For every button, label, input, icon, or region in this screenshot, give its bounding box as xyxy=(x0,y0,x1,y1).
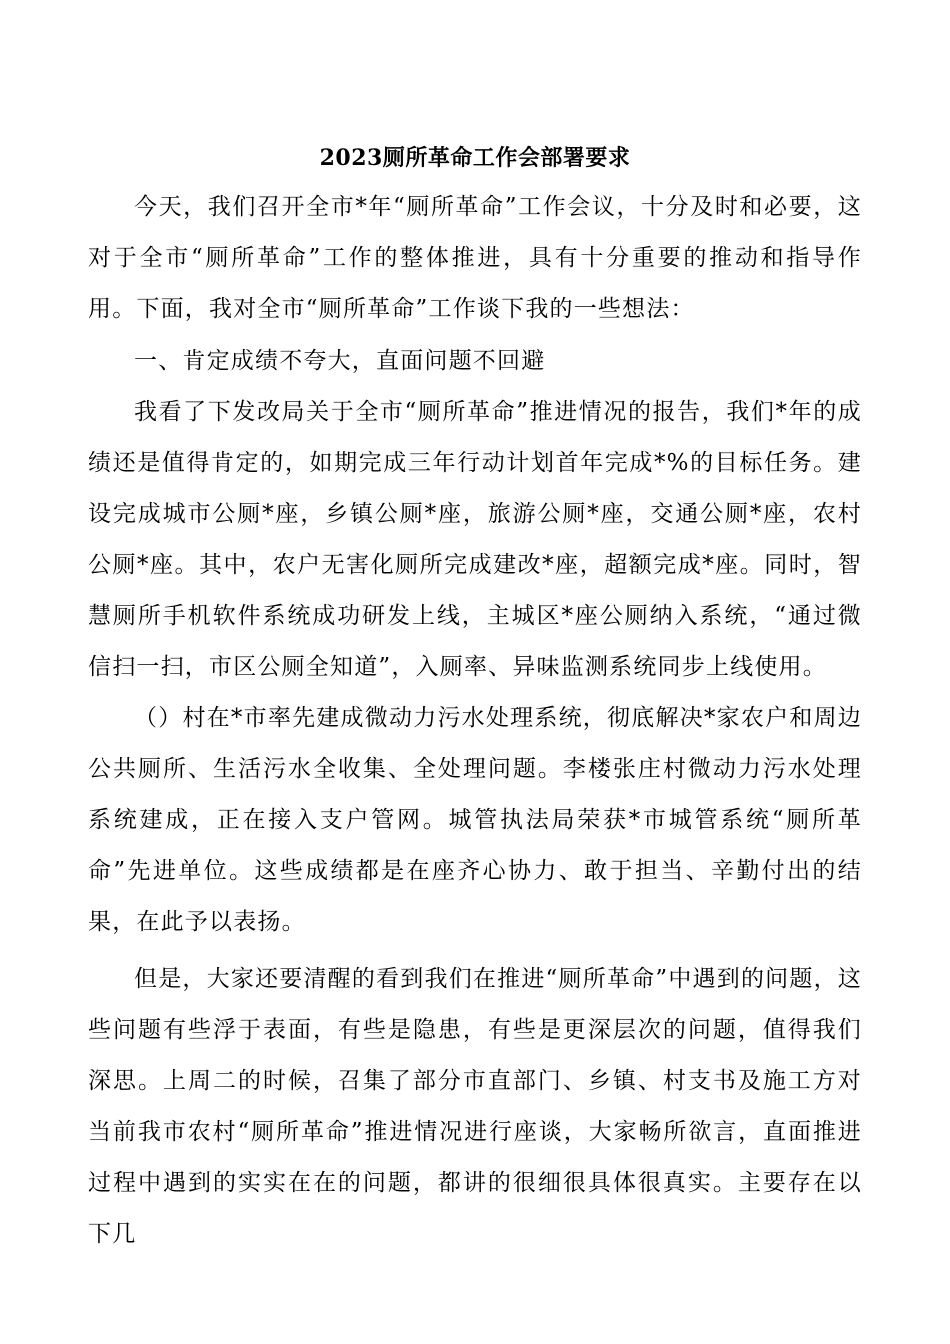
document-title: 2023厕所革命工作会部署要求 xyxy=(319,145,631,171)
paragraph-intro: 今天，我们召开全市*年“厕所革命”工作会议，十分及时和必要，这对于全市“厕所革命”工作的整体推进，具有十分重要的推动和指导作用。下面，我对全市“厕所革命”工作谈下我的一些想法： xyxy=(88,194,862,322)
section-heading-1: 一、肯定成绩不夸大，直面问题不回避 xyxy=(134,348,546,374)
paragraph-achievements: 我看了下发改局关于全市“厕所革命”推进情况的报告，我们*年的成绩还是值得肯定的，如期完成三年行动计划首年完成*%的目标任务。建设完成城市公厕*座，乡镇公厕*座，旅游公厕*座，交通公厕*座，农村公厕*座。其中，农户无害化厕所完成建改*座，超额完成*座。同时，智慧厕所手机软件系统成功研发上线，主城区*座公厕纳入系统，“通过微信扫一扫，市区公厕全知道”，入厕率、异味监测系统同步上线使用。 xyxy=(88,399,862,680)
paragraph-problems: 但是，大家还要清醒的看到我们在推进“厕所革命”中遇到的问题，这些问题有些浮于表面，有些是隐患，有些是更深层次的问题，值得我们深思。上周二的时候，召集了部分市直部门、乡镇、村支书及施工方对当前我市农村“厕所革命”推进情况进行座谈，大家畅所欲言，直面推进过程中遇到的实实在在的问题，都讲的很细很具体很真实。主要存在以下几 xyxy=(88,966,862,1247)
document-page xyxy=(88,138,862,1260)
paragraph-village-system: （）村在*市率先建成微动力污水处理系统，彻底解决*家农户和周边公共厕所、生活污水全收集、全处理问题。李楼张庄村微动力污水处理系统建成，正在接入支户管网。城管执法局荣获*市城管系统“厕所革命”先进单位。这些成绩都是在座齐心协力、敢于担当、辛勤付出的结果，在此予以表扬。 xyxy=(88,705,862,935)
